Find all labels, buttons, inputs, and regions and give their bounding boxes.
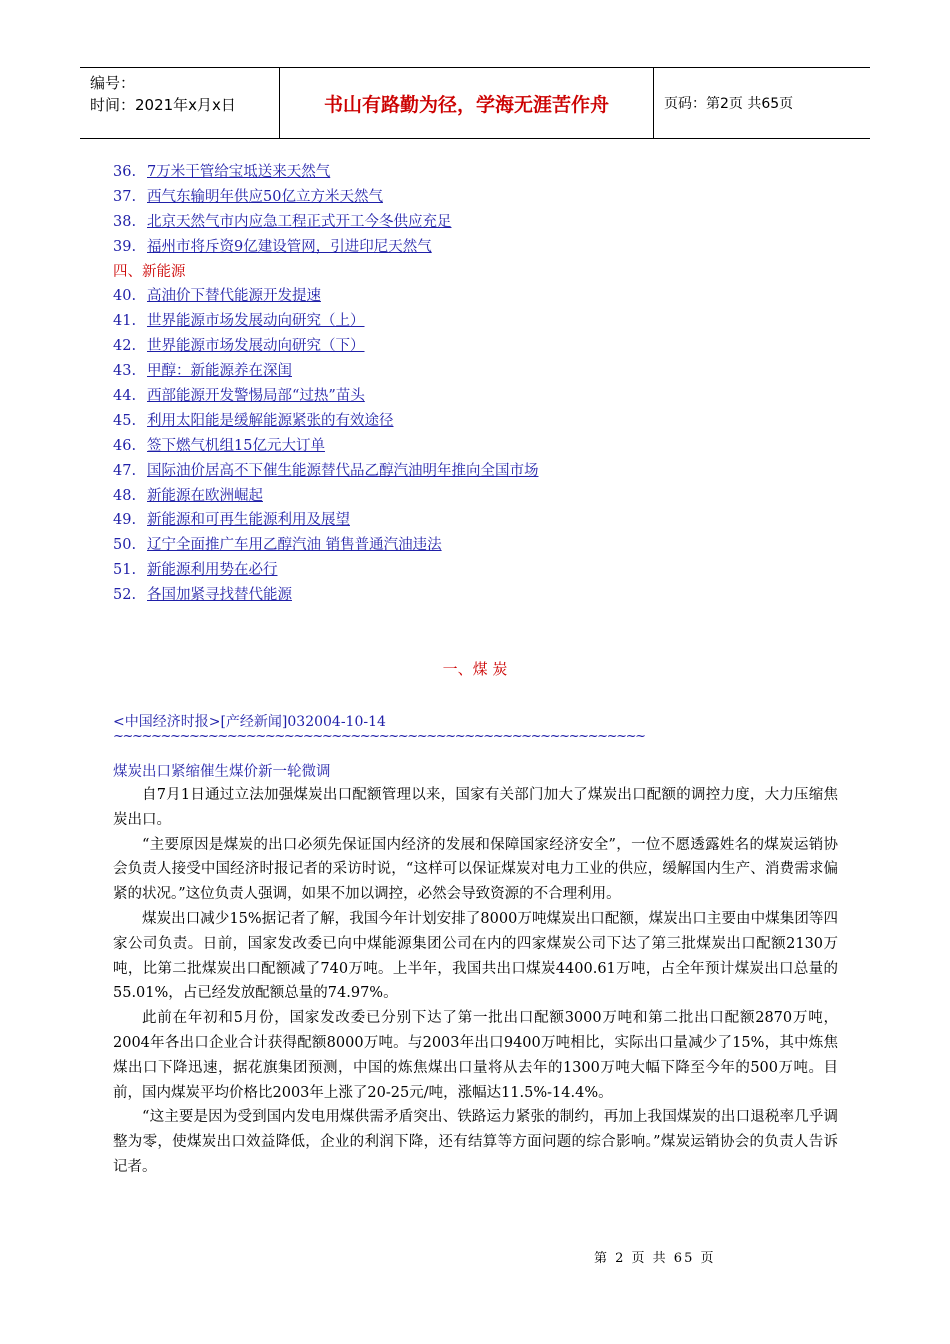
table-of-contents: [113, 160, 539, 608]
toc-item[interactable]: 41. 世界能源市场发展动向研究（上）: [113, 313, 365, 330]
toc-link[interactable]: 各国加紧寻找替代能源: [147, 587, 292, 604]
paragraph: “主要原因是煤炭的出口必须先保证国内经济的发展和保障国家经济安全”，一位不愿透露姓名的煤炭运销协会负责人接受中国经济时报记者的采访时说，“这样可以保证煤炭对电力工业的供应，缓解国内生产、消费需求偏紧的状况。”这位负责人强调，如果不加以调控，必然会导致资源的不合理利用。: [113, 836, 838, 903]
article-source: <中国经济时报>[产经新闻]032004-10-14: [113, 714, 386, 730]
toc-item[interactable]: 51. 新能源利用势在必行: [113, 562, 278, 579]
toc-item[interactable]: 36. 7万米干管给宝坻送来天然气: [113, 164, 331, 180]
toc-item[interactable]: 40. 高油价下替代能源开发提速: [113, 288, 321, 305]
toc-link[interactable]: 西气东输明年供应50亿立方米天然气: [147, 188, 383, 205]
toc-item[interactable]: 47. 国际油价居高不下催生能源替代品乙醇汽油明年推向全国市场: [113, 462, 539, 479]
toc-link[interactable]: 辽宁全面推广车用乙醇汽油 销售普通汽油违法: [147, 537, 442, 554]
header-info: [80, 68, 280, 138]
paragraph: “这主要是因为受到国内发电用煤供需矛盾突出、铁路运力紧张的制约，再加上我国煤炭的出口退税率几乎调整为零，使煤炭出口效益降低，企业的利润下降，还有结算等方面问题的综合影响。”煤炭运销协会的负责人告诉记者。: [113, 1109, 838, 1175]
toc-link[interactable]: 北京天然气市内应急工程正式开工今冬供应充足: [147, 213, 452, 230]
paragraph: 自7月1日通过立法加强煤炭出口配额管理以来，国家有关部门加大了煤炭出口配额的调控力度，大力压缩焦炭出口。: [113, 787, 838, 828]
page-header: [80, 67, 870, 139]
article-title: 煤炭出口紧缩催生煤价新一轮微调: [113, 764, 331, 780]
page-footer: 第 2 页 共 65 页: [594, 1251, 716, 1266]
document-date: 时间：2021年x月x日: [90, 96, 236, 114]
toc-link[interactable]: 国际油价居高不下催生能源替代品乙醇汽油明年推向全国市场: [147, 462, 539, 479]
toc-link[interactable]: 7万米干管给宝坻送来天然气: [147, 164, 331, 180]
toc-item[interactable]: 45. 利用太阳能是缓解能源紧张的有效途径: [113, 412, 394, 429]
document-number: 编号：: [90, 74, 136, 92]
header-page-number: 页码：第2页 共65页: [664, 96, 794, 112]
toc-item[interactable]: 50. 辽宁全面推广车用乙醇汽油 销售普通汽油违法: [113, 537, 442, 554]
article-body: [113, 783, 838, 1180]
toc-link[interactable]: 世界能源市场发展动向研究（上）: [147, 313, 365, 330]
paragraph: 煤炭出口减少15%据记者了解，我国今年计划安排了8000万吨煤炭出口配额，煤炭出口主要由中煤集团等四家公司负责。日前，国家发改委已向中煤能源集团公司在内的四家煤炭公司下达了第三批煤炭出口配额2130万吨，比第二批煤炭出口配额减了740万吨。上半年，我国共出口煤炭4400.61万吨，占全年预计煤炭出口总量的55.01%，占已经发放配额总量的74.97%。: [113, 910, 838, 1002]
paragraph: 此前在年初和5月份，国家发改委已分别下达了第一批出口配额3000万吨和第二批出口配额2870万吨，2004年各出口企业合计获得配额8000万吨。与2003年出口9400万吨相比，实际出口量减少了15%，其中炼焦煤出口下降迅速，据花旗集团预测，中国的炼焦煤出口量将从去年的1300万吨大幅下降至今年的500万吨。目前，国内煤炭平均价格比2003年上涨了20-25元/吨，涨幅达11.5%-14.4%。: [113, 1010, 838, 1101]
toc-link[interactable]: 甲醇：新能源养在深闺: [147, 363, 292, 380]
toc-item[interactable]: 48. 新能源在欧洲崛起: [113, 487, 263, 504]
section-title: 一、煤 炭: [442, 660, 508, 678]
toc-item[interactable]: 38. 北京天然气市内应急工程正式开工今冬供应充足: [113, 213, 452, 230]
toc-item[interactable]: 43. 甲醇：新能源养在深闺: [113, 363, 292, 380]
toc-item[interactable]: 49. 新能源和可再生能源利用及展望: [113, 512, 350, 529]
toc-link[interactable]: 新能源在欧洲崛起: [147, 487, 263, 504]
divider-line: ~~~~~~~~~~~~~~~~~~~~~~~~~~~~~~~~~~~~~~~~~~~~~~~~~~~~~~~~: [113, 729, 645, 744]
header-motto: 书山有路勤为径，学海无涯苦作舟: [280, 68, 654, 138]
toc-section-heading: 四、新能源: [113, 263, 186, 280]
toc-link[interactable]: 利用太阳能是缓解能源紧张的有效途径: [147, 412, 394, 429]
toc-item[interactable]: 39. 福州市将斥资9亿建设管网，引进印尼天然气: [113, 238, 432, 255]
toc-link[interactable]: 新能源利用势在必行: [147, 562, 278, 579]
toc-link[interactable]: 签下燃气机组15亿元大订单: [147, 437, 325, 454]
toc-link[interactable]: 新能源和可再生能源利用及展望: [147, 512, 350, 529]
toc-link[interactable]: 福州市将斥资9亿建设管网，引进印尼天然气: [147, 238, 432, 255]
toc-link[interactable]: 高油价下替代能源开发提速: [147, 288, 321, 305]
toc-link[interactable]: 世界能源市场发展动向研究（下）: [147, 338, 365, 355]
toc-item[interactable]: 46. 签下燃气机组15亿元大订单: [113, 437, 325, 454]
toc-item[interactable]: 44. 西部能源开发警惕局部“过热”苗头: [113, 388, 365, 405]
toc-item[interactable]: 42. 世界能源市场发展动向研究（下）: [113, 338, 365, 355]
toc-item[interactable]: 37. 西气东输明年供应50亿立方米天然气: [113, 188, 383, 205]
toc-link[interactable]: 西部能源开发警惕局部“过热”苗头: [147, 388, 365, 405]
toc-item[interactable]: 52. 各国加紧寻找替代能源: [113, 587, 292, 604]
